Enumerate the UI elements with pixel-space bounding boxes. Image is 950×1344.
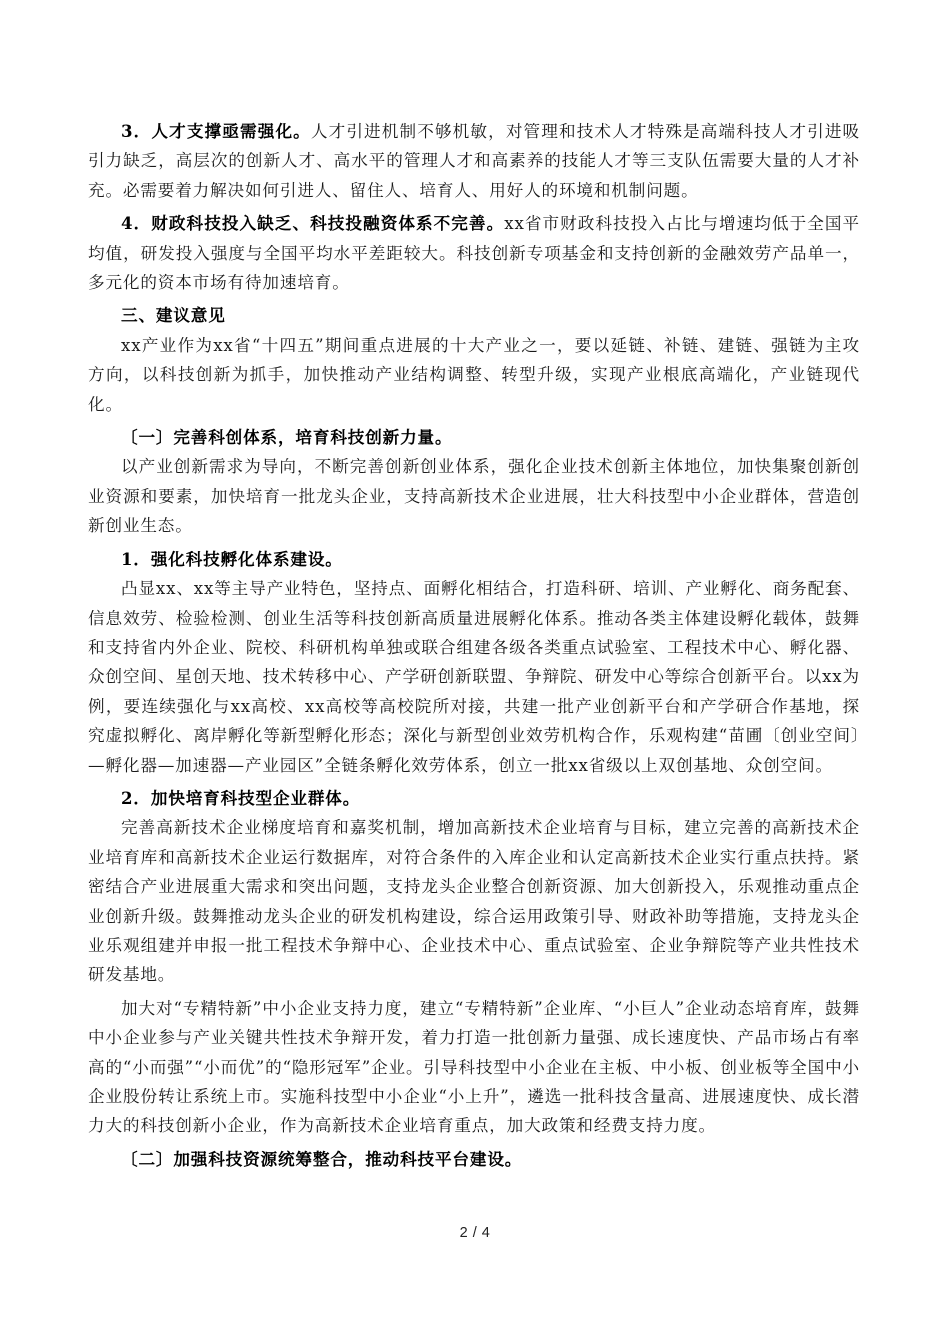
paragraph-sme: 加大对“专精特新”中小企业支持力度，建立“专精特新”企业库、“小巨人”企业动态培育库，鼓舞中小企业参与产业关键共性技术争辩开发，着力打造一批创新力量强、成长速度快、产品市场占有率高的“小而强”“小而优”的“隐形冠军”企业。引导科技型中小企业在主板、中小板、创业板等全国中小企业股份转让系统上市。实施科技型中小企业“小上升”，遴选一批科技含量高、进展速度快、成长潜力大的科技创新小企业，作为高新技术企业培育重点，加大政策和经费支持力度。 bbox=[88, 998, 860, 1136]
paragraph-lead: 3．人才支撑亟需强化。 bbox=[121, 121, 311, 141]
paragraph-incubation: 凸显xx、xx等主导产业特色，坚持点、面孵化相结合，打造科研、培训、产业孵化、商务配套、信息效劳、检验检测、创业生活等科技创新高质量进展孵化体系。推动各类主体建设孵化载体，鼓舞和支持省内外企业、院校、科研机构单独或联合组建各级各类重点试验室、工程技术中心、孵化器、众创空间、星创天地、技术转移中心、产学研创新联盟、争辩院、研发中心等综合创新平台。以xx为例，要连续强化与xx高校、xx高校等高校院所对接，共建一批产业创新平台和产学研合作基地，探究虚拟孵化、离岸孵化等新型孵化形态；深化与新型创业效劳机构合作，乐观构建“苗圃〔创业空间〕—孵化器—加速器—产业园区”全链条孵化效劳体系，创立一批xx省级以上双创基地、众创空间。 bbox=[88, 579, 860, 775]
paragraph-finance bbox=[88, 209, 860, 297]
item-heading-incubation: 1．强化科技孵化体系建设。 bbox=[121, 548, 343, 569]
paragraph-lead: 4．财政科技投入缺乏、科技投融资体系不完善。 bbox=[121, 213, 505, 234]
paragraph-text: xx省市财政科技投入占比与增速均低于全国平均值，研发投入强度与全国平均水平差距较大。科技创新专项基金和支持创新的金融效劳产品单一，多元化的资本市场有待加速培育。 bbox=[88, 214, 860, 293]
document-body bbox=[88, 117, 860, 1174]
paragraph-text: 人才引进机制不够机敏，对管理和技术人才特殊是高端科技人才引进吸引力缺乏，高层次的创新人才、高水平的管理人才和高素养的技能人才等三支队伍需要大量的人才补充。必需要着力解决如何引进人、留住人、培育人、用好人的环境和机制问题。 bbox=[88, 122, 860, 200]
item-heading-enterprises: 2．加快培育科技型企业群体。 bbox=[121, 787, 361, 808]
paragraph-talent bbox=[88, 117, 860, 205]
subsection-heading-2: 〔二〕加强科技资源统筹整合，推动科技平台建设。 bbox=[121, 1148, 523, 1169]
subsection-heading-1: 〔一〕完善科创体系，培育科技创新力量。 bbox=[121, 427, 453, 448]
paragraph-intro: xx产业作为xx省“十四五”期间重点进展的十大产业之一，要以延链、补链、建链、强链为主攻方向，以科技创新为抓手，加快推动产业结构调整、转型升级，实现产业根底高端化，产业链现代化。 bbox=[88, 335, 860, 414]
page-number: 2 / 4 bbox=[459, 1225, 491, 1241]
paragraph-innovation-system: 以产业创新需求为导向，不断完善创新创业体系，强化企业技术创新主体地位，加快集聚创新创业资源和要素，加快培育一批龙头企业，支持高新技术企业进展，壮大科技型中小企业群体，营造创新创业生态。 bbox=[88, 457, 860, 536]
section-heading-suggestions: 三、建议意见 bbox=[121, 305, 226, 326]
paragraph-high-tech: 完善高新技术企业梯度培育和嘉奖机制，增加高新技术企业培育与目标，建立完善的高新技术企业培育库和高新技术企业运行数据库，对符合条件的入库企业和认定高新技术企业实行重点扶持。紧密结合产业进展重大需求和突出问题，支持龙头企业整合创新资源、加大创新投入，乐观推动重点企业创新升级。鼓舞推动龙头企业的研发机构建设，综合运用政策引导、财政补助等措施，支持龙头企业乐观组建并申报一批工程技术争辩中心、企业技术中心、重点试验室、企业争辩院等产业共性技术研发基地。 bbox=[88, 818, 860, 985]
